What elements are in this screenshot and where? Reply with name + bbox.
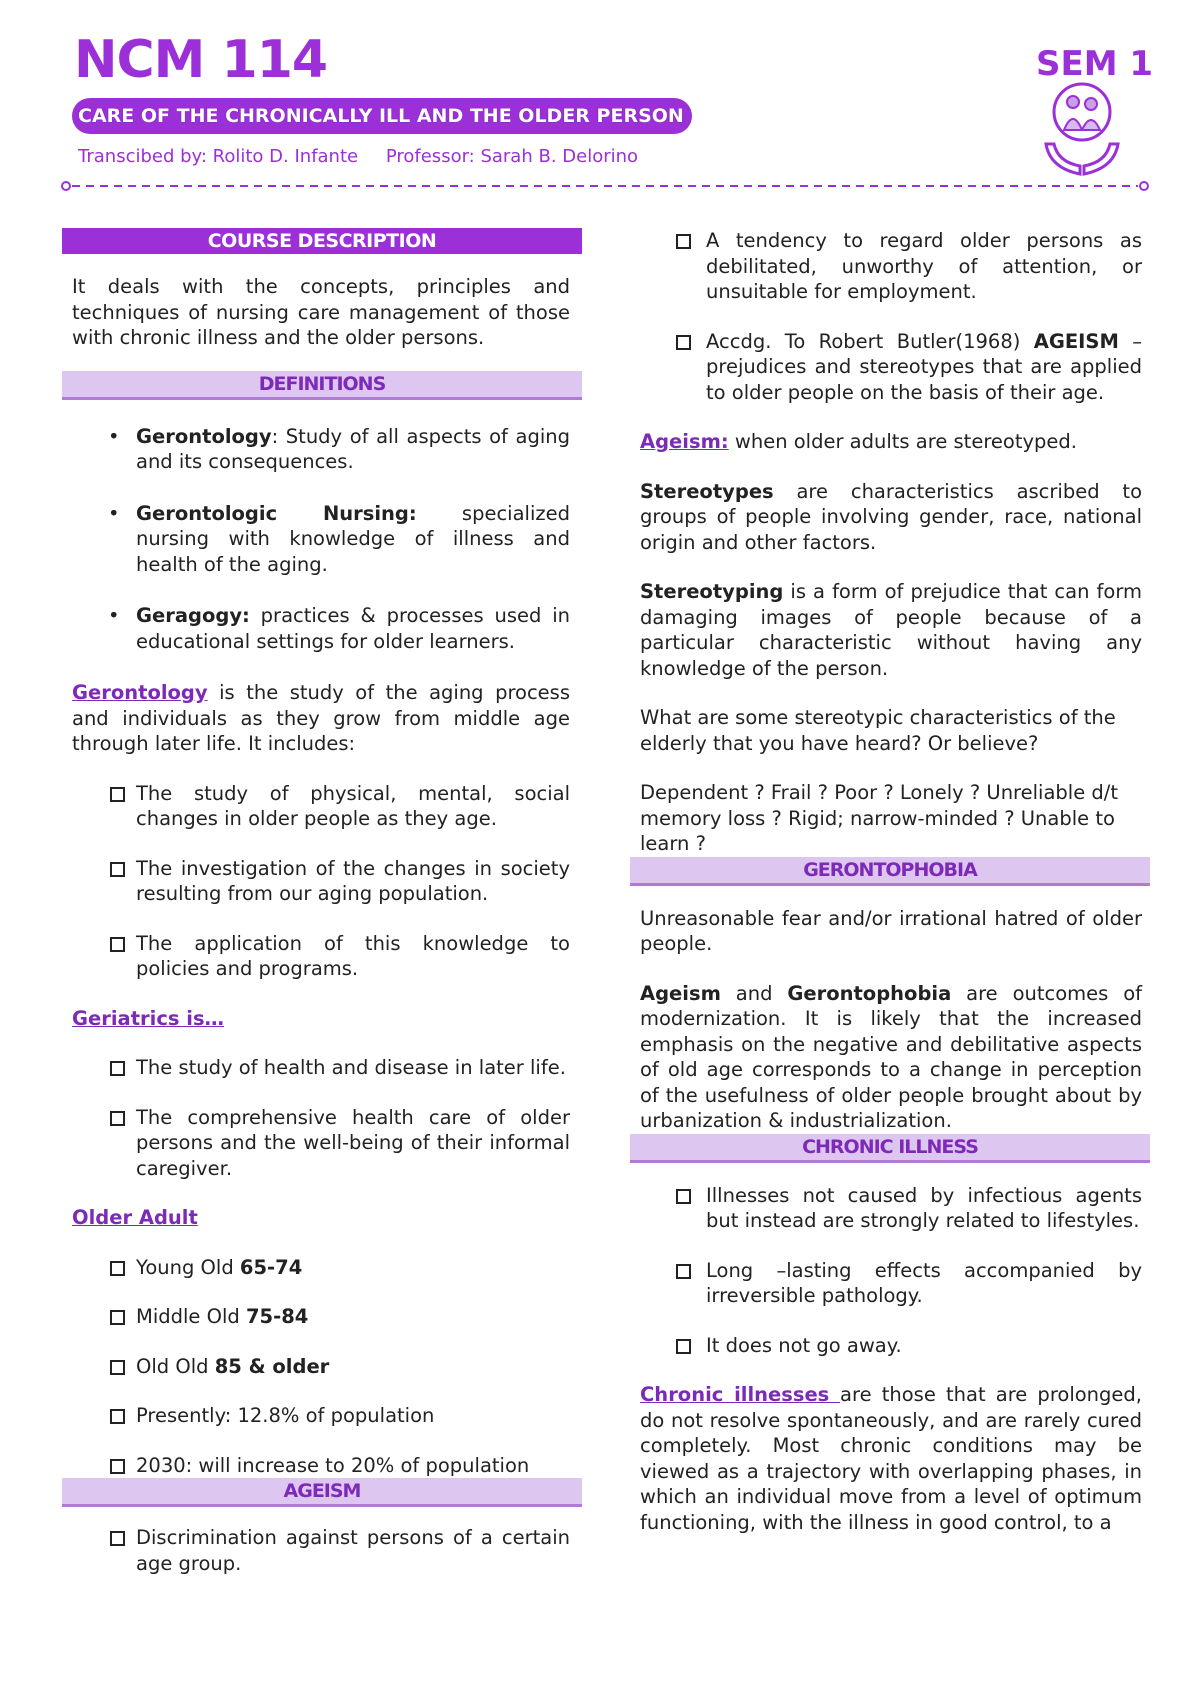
- chronic-illness-list: [630, 1183, 1150, 1359]
- chronic-illness-header: CHRONIC ILLNESS: [630, 1134, 1150, 1163]
- course-description-header: COURSE DESCRIPTION: [62, 228, 582, 254]
- definition-item: • Geragogy: practices & processes used in educational settings for older learners.: [108, 604, 570, 653]
- geriatrics-list: [62, 1055, 582, 1181]
- page-header: [0, 0, 1200, 200]
- chronic-illness-item: It does not go away.: [630, 1333, 1142, 1359]
- older-adult-item: 2030: will increase to 20% of population: [62, 1453, 570, 1479]
- course-title-banner: CARE OF THE CHRONICALLY ILL AND THE OLDER PERSON: [72, 98, 692, 134]
- stereotyping-definition: Stereotyping is a form of prejudice that can form damaging images of people because of a particular characteristic without having any knowledge of the person.: [640, 580, 1142, 680]
- older-adult-item: Middle Old 75-84: [62, 1304, 570, 1330]
- stereotype-question: What are some stereotypic characteristics of the elderly that you have heard? Or believe?: [640, 706, 1116, 755]
- ageism-list: [62, 1525, 582, 1576]
- butler-item: Accdg. To Robert Butler(1968) AGEISM – prejudices and stereotypes that are applied to older people on the basis of their age.: [630, 329, 1142, 406]
- transcriber: Transcibed by: Rolito D. Infante: [78, 146, 359, 167]
- older-adult-item: Young Old 65-74: [62, 1255, 570, 1281]
- ageism-item: Discrimination against persons of a certain age group.: [62, 1525, 570, 1576]
- ageism-continued-list: [630, 228, 1150, 405]
- outcomes-paragraph: Ageism and Gerontophobia are outcomes of modernization. It is likely that the increased emphasis on the negative and debilitative aspects of old age corresponds to a change in perception of the usefulness of older people brought about by urbanization & industrialization.: [640, 981, 1142, 1132]
- geriatrics-item: The study of health and disease in later life.: [62, 1055, 570, 1081]
- older-adult-title: Older Adult: [72, 1206, 198, 1229]
- chronic-illness-item: Long –lasting effects accompanied by irreversible pathology.: [630, 1258, 1142, 1309]
- left-column: [62, 228, 582, 1600]
- gerontology-paragraph: Gerontology is the study of the aging process and individuals as they grow from middle age through later life. It includes:: [72, 681, 570, 755]
- gerontology-item: The investigation of the changes in society resulting from our aging population.: [62, 856, 570, 907]
- credits: [78, 146, 660, 167]
- geriatrics-item: The comprehensive health care of older persons and the well-being of their informal caregiver.: [62, 1105, 570, 1182]
- ageism-header: AGEISM: [62, 1478, 582, 1507]
- definitions-header: DEFINITIONS: [62, 371, 582, 400]
- elderly-care-hands-icon: [1040, 82, 1124, 180]
- definitions-list: [62, 424, 582, 655]
- semester-label: SEM 1: [1036, 44, 1154, 84]
- ageism-item: A tendency to regard older persons as debilitated, unworthy of attention, or unsuitable for employment.: [630, 228, 1142, 305]
- header-divider: [60, 180, 1150, 192]
- course-code: NCM 114: [74, 30, 328, 90]
- right-column: [630, 228, 1150, 1535]
- ageism-definition: Ageism: when older adults are stereotyped.: [640, 430, 1077, 453]
- stereotypes-definition: Stereotypes are characteristics ascribed to groups of people involving gender, race, national origin and other factors.: [640, 479, 1142, 554]
- chronic-illness-paragraph: Chronic illnesses are those that are prolonged, do not resolve spontaneously, and are rarely cured completely. Most chronic conditions may be viewed as a trajectory with overlapping phases, in which an individual move from a level of optimum functioning, with the illness in good control, to a: [640, 1383, 1142, 1534]
- gerontophobia-header: GERONTOPHOBIA: [630, 857, 1150, 886]
- definition-item: • Gerontology: Study of all aspects of aging and its consequences.: [108, 424, 570, 473]
- stereotype-list: Dependent ? Frail ? Poor ? Lonely ? Unreliable d/t memory loss ? Rigid; narrow-minded ? Unable to learn ?: [640, 781, 1119, 855]
- professor: Professor: Sarah B. Delorino: [385, 146, 639, 167]
- chronic-illness-item: Illnesses not caused by infectious agents but instead are strongly related to lifestyles.: [630, 1183, 1142, 1234]
- older-adult-item: Old Old 85 & older: [62, 1354, 570, 1380]
- gerontology-item: The application of this knowledge to policies and programs.: [62, 931, 570, 982]
- gerontology-item: The study of physical, mental, social changes in older people as they age.: [62, 781, 570, 832]
- gerontophobia-definition: Unreasonable fear and/or irrational hatred of older people.: [640, 906, 1142, 955]
- older-adult-list: [62, 1255, 582, 1479]
- gerontology-list: [62, 781, 582, 982]
- course-description: It deals with the concepts, principles and techniques of nursing care management of those with chronic illness and the older persons.: [72, 275, 570, 349]
- older-adult-item: Presently: 12.8% of population: [62, 1403, 570, 1429]
- geriatrics-title: Geriatrics is…: [72, 1006, 225, 1030]
- definition-item: • Gerontologic Nursing: specialized nursing with knowledge of illness and health of the aging.: [108, 501, 570, 576]
